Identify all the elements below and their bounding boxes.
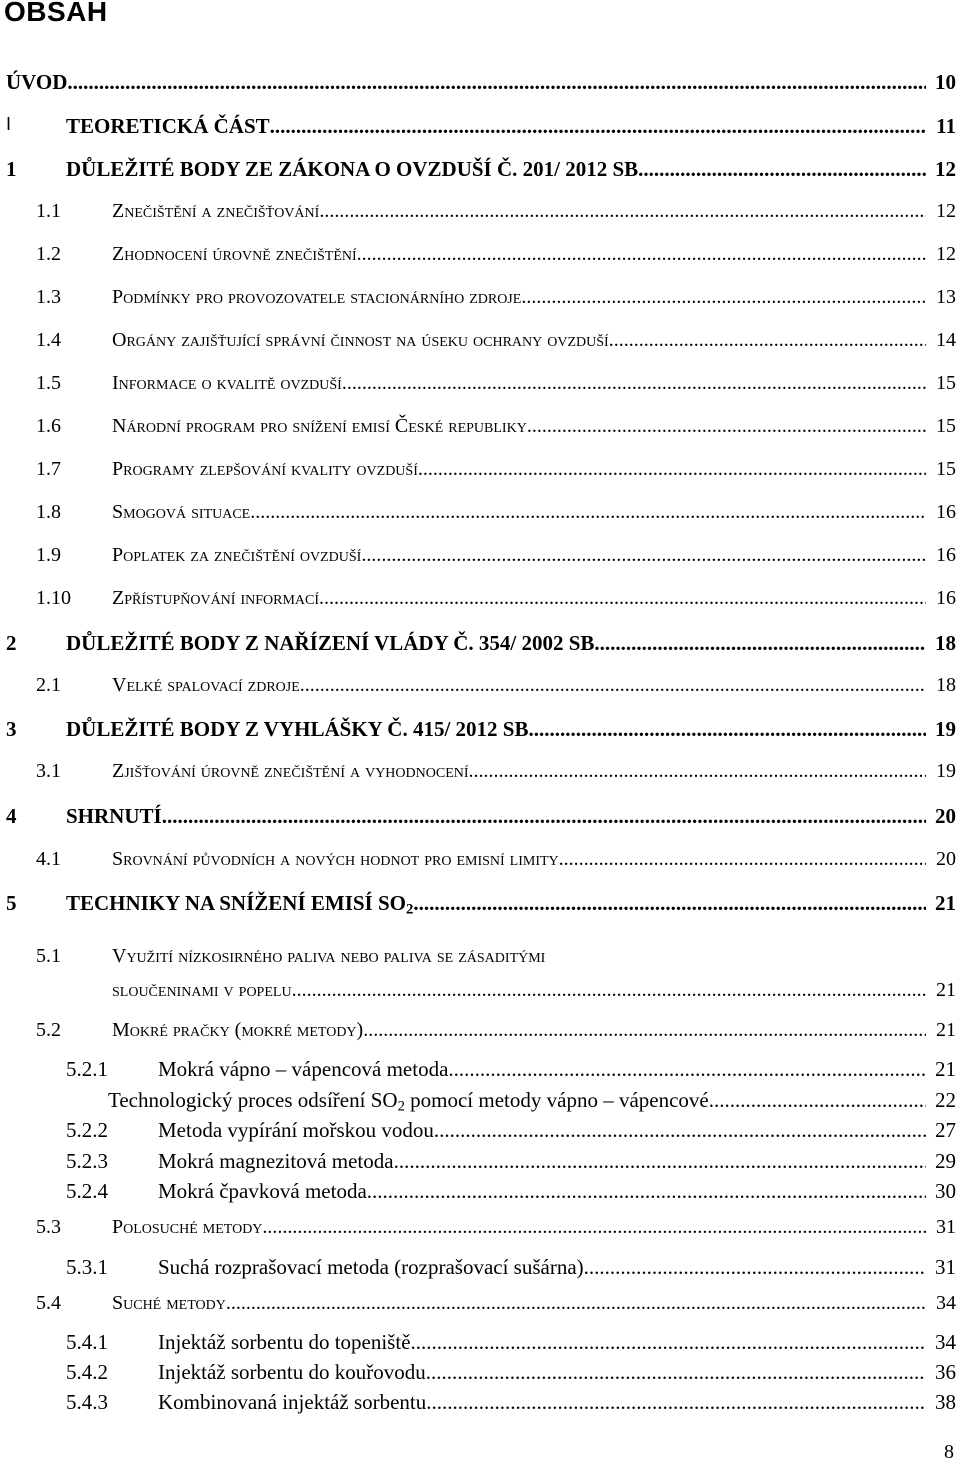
toc-entry-text: Smogová situace (112, 501, 251, 523)
toc-entry-page: 20 (936, 848, 956, 870)
toc-entry-number: 1.2 (36, 243, 61, 265)
dot-leader (342, 372, 926, 395)
toc-entry-page: 30 (935, 1179, 956, 1203)
dot-leader (413, 891, 926, 916)
toc-entry-title (112, 674, 300, 697)
toc-entry-number: 4.1 (36, 848, 61, 870)
toc-entry-text: TEORETICKÁ ČÁST (66, 114, 270, 138)
toc-entry-text: Využití nízkosirného paliva nebo paliva se zásaditými (112, 945, 546, 967)
toc-entry-page: 34 (935, 1330, 956, 1354)
toc-entry-page: 21 (935, 891, 956, 915)
toc-entry-number: 5.4 (36, 1292, 61, 1314)
toc-entry-page: 10 (935, 70, 956, 94)
toc-entry-title (66, 804, 162, 829)
toc-entry-number: 1.8 (36, 501, 61, 523)
dot-leader (418, 458, 926, 481)
subscript: 2 (405, 901, 414, 918)
toc-entry-number: 5.2 (36, 1019, 61, 1041)
dot-leader (162, 804, 926, 829)
toc-entry-title (66, 114, 270, 139)
subscript: 2 (397, 1098, 405, 1115)
toc-entry-page: 15 (936, 372, 956, 394)
toc-entry-title (112, 544, 361, 567)
dot-leader (559, 848, 926, 871)
toc-entry-title (112, 458, 418, 481)
toc-entry-text: Metoda vypírání mořskou vodou (158, 1118, 434, 1142)
toc-entry-text: SHRNUTÍ (66, 804, 162, 828)
toc-entry-title (158, 1360, 426, 1385)
toc-entry-page: 22 (935, 1088, 956, 1112)
dot-leader (609, 329, 926, 352)
dot-leader (250, 501, 926, 524)
toc-entry-title (112, 415, 527, 438)
toc-entry-text: Informace o kvalitě ovzduší (112, 372, 342, 394)
toc-entry-title (112, 243, 357, 266)
dot-leader (643, 157, 926, 182)
toc-entry-text: DŮLEŽITÉ BODY Z VYHLÁŠKY Č. 415/ 2012 SB. (66, 717, 534, 741)
toc-entry-title (108, 1088, 709, 1116)
toc-entry-number: 1.10 (36, 587, 71, 609)
toc-entry-number: 5.1 (36, 945, 61, 967)
toc-entry-number: 5.3 (36, 1216, 61, 1238)
toc-entry-page: 31 (935, 1255, 956, 1279)
dot-leader (434, 1118, 926, 1143)
toc-entry-title (112, 286, 521, 309)
toc-entry-number: 1.9 (36, 544, 61, 566)
toc-entry-text: Znečištění a znečišťování (112, 200, 320, 222)
toc-entry-title (112, 587, 319, 610)
toc-entry-text: pomocí metody vápno – vápencové (404, 1088, 709, 1112)
toc-entry-number: 1 (6, 157, 17, 181)
toc-entry-title (112, 1292, 226, 1315)
toc-entry-title (112, 979, 292, 1002)
toc-entry-page: 14 (936, 329, 956, 351)
toc-entry-text: Poplatek za znečištění ovzduší (112, 544, 362, 566)
toc-entry-number: 1.5 (36, 372, 61, 394)
dot-leader (600, 631, 926, 656)
toc-entry-text: Zpřístupňování informací (112, 587, 320, 609)
toc-entry-title (66, 891, 413, 919)
toc-entry-title (158, 1255, 584, 1280)
dot-leader (521, 286, 926, 309)
dot-leader (361, 544, 926, 567)
toc-entry-number: 5.4.2 (66, 1360, 108, 1384)
toc-entry-text: Velké spalovací zdroje (112, 674, 300, 696)
dot-leader (292, 979, 926, 1002)
dot-leader (319, 587, 926, 610)
toc-entry-text: Podmínky pro provozovatele stacionárního zdroje (112, 286, 522, 308)
toc-entry-page: 34 (936, 1292, 956, 1314)
dot-leader (584, 1255, 926, 1280)
toc-entry-text: Polosuché metody (112, 1216, 263, 1238)
dot-leader (300, 674, 926, 697)
toc-entry-text: Zjišťování úrovně znečištění a vyhodnocení (112, 760, 469, 782)
toc-entry-title (112, 1019, 363, 1042)
dot-leader (426, 1360, 926, 1385)
page-title: OBSAH (4, 0, 108, 27)
toc-entry-text: DŮLEŽITÉ BODY ZE ZÁKONA O OVZDUŠÍ Č. 201/ 2012 SB. (66, 157, 644, 181)
toc-entry-number: I (6, 114, 12, 134)
toc-entry-page: 12 (936, 200, 956, 222)
toc-entry-title (158, 1179, 367, 1204)
toc-entry-page: 21 (936, 1019, 956, 1041)
toc-entry-text: Mokrá magnezitová metoda (158, 1149, 394, 1173)
toc-entry-text: Kombinovaná injektáž sorbentu (158, 1390, 427, 1414)
toc-entry-text: DŮLEŽITÉ BODY Z NAŘÍZENÍ VLÁDY Č. 354/ 2002 SB. (66, 631, 600, 655)
dot-leader (709, 1088, 926, 1113)
toc-entry-number: 5.4.3 (66, 1390, 108, 1414)
toc-entry-title (112, 848, 559, 871)
dot-leader (469, 760, 926, 783)
toc-entry-number: 1.3 (36, 286, 61, 308)
toc-entry-page: 21 (936, 979, 956, 1001)
toc-entry-page: 36 (935, 1360, 956, 1384)
toc-entry-title (112, 945, 545, 968)
dot-leader (270, 114, 926, 139)
toc-entry-text: Srovnání původních a nových hodnot pro emisní limity (112, 848, 559, 870)
dot-leader (394, 1149, 926, 1174)
toc-entry-title (112, 1216, 262, 1239)
toc-entry-number: 2 (6, 631, 17, 655)
dot-leader (67, 70, 926, 95)
toc-entry-number: 5.2.3 (66, 1149, 108, 1173)
toc-entry-number: 5 (6, 891, 17, 915)
toc-entry-number: 2.1 (36, 674, 61, 696)
toc-entry-page: 29 (935, 1149, 956, 1173)
toc-entry-text: Mokrá vápno – vápencová metoda (158, 1057, 449, 1081)
toc-entry-page: 16 (936, 501, 956, 523)
dot-leader (426, 1390, 926, 1415)
toc-entry-title (112, 200, 319, 223)
toc-entry-number: 1.1 (36, 200, 61, 222)
toc-entry-page: 11 (936, 114, 956, 138)
dot-leader (527, 415, 926, 438)
toc-entry-number: 1.6 (36, 415, 61, 437)
toc-entry-title (6, 70, 67, 95)
toc-entry-text: Programy zlepšování kvality ovzduší (112, 458, 418, 480)
toc-entry-text: Injektáž sorbentu do kouřovodu (158, 1360, 426, 1384)
toc-entry-page: 16 (936, 544, 956, 566)
dot-leader (534, 717, 926, 742)
dot-leader (363, 1019, 926, 1042)
toc-entry-title (112, 329, 609, 352)
toc-entry-page: 38 (935, 1390, 956, 1414)
toc-entry-page: 27 (935, 1118, 956, 1142)
toc-entry-text: Technologický proces odsíření SO (108, 1088, 398, 1112)
toc-entry-number: 1.7 (36, 458, 61, 480)
toc-entry-text: TECHNIKY NA SNÍŽENÍ EMISÍ SO (66, 891, 406, 915)
toc-entry-text: Injektáž sorbentu do topeniště (158, 1330, 411, 1354)
dot-leader (319, 200, 926, 223)
toc-entry-page: 20 (935, 804, 956, 828)
toc-entry-number: 5.2.1 (66, 1057, 108, 1081)
toc-entry-title (158, 1330, 411, 1355)
toc-entry-title (158, 1149, 394, 1174)
dot-leader (367, 1179, 926, 1204)
toc-entry-title (112, 372, 342, 395)
toc-entry-number: 5.2.4 (66, 1179, 108, 1203)
toc-entry-page: 16 (936, 587, 956, 609)
toc-entry-page: 21 (935, 1057, 956, 1081)
toc-entry-title (112, 760, 469, 783)
dot-leader (411, 1330, 926, 1355)
toc-entry-page: 15 (936, 415, 956, 437)
toc-entry-text: Orgány zajišťující správní činnost na úseku ochrany ovzduší (112, 329, 609, 351)
toc-entry-page: 19 (935, 717, 956, 741)
toc-entry-text: Suché metody (112, 1292, 226, 1314)
toc-entry-title (158, 1118, 434, 1143)
toc-entry-number: 4 (6, 804, 17, 828)
toc-entry-number: 5.2.2 (66, 1118, 108, 1142)
dot-leader (357, 243, 926, 266)
toc-entry-number: 3 (6, 717, 17, 741)
toc-entry-text: Suchá rozprašovací metoda (rozprašovací sušárna) (158, 1255, 584, 1279)
toc-entry-title (66, 631, 600, 656)
toc-entry-page: 31 (936, 1216, 956, 1238)
dot-leader (262, 1216, 926, 1239)
toc-entry-page: 12 (936, 243, 956, 265)
toc-entry-text: sloučeninami v popelu (112, 979, 292, 1001)
toc-entry-text: Mokrá čpavková metoda (158, 1179, 367, 1203)
toc-entry-page: 13 (936, 286, 956, 308)
toc-entry-title (112, 501, 250, 524)
toc-entry-page: 19 (936, 760, 956, 782)
toc-entry-number: 5.3.1 (66, 1255, 108, 1279)
toc-entry-title (158, 1390, 426, 1415)
toc-entry-page: 12 (935, 157, 956, 181)
toc-entry-page: 18 (936, 674, 956, 696)
toc-entry-text: Mokré pračky (mokré metody) (112, 1019, 364, 1041)
toc-entry-text: Národní program pro snížení emisí České republiky (112, 415, 527, 437)
toc-entry-text: Zhodnocení úrovně znečištění (112, 243, 357, 265)
toc-entry-page: 18 (935, 631, 956, 655)
toc-entry-title (66, 717, 534, 742)
dot-leader (448, 1057, 926, 1082)
toc-entry-number: 1.4 (36, 329, 61, 351)
dot-leader (226, 1292, 926, 1315)
toc-entry-page: 15 (936, 458, 956, 480)
toc-entry-title (66, 157, 643, 182)
toc-entry-title (158, 1057, 448, 1082)
toc-entry-number: 5.4.1 (66, 1330, 108, 1354)
page-number: 8 (944, 1441, 954, 1463)
toc-entry-text: ÚVOD (6, 70, 68, 94)
toc-entry-number: 3.1 (36, 760, 61, 782)
